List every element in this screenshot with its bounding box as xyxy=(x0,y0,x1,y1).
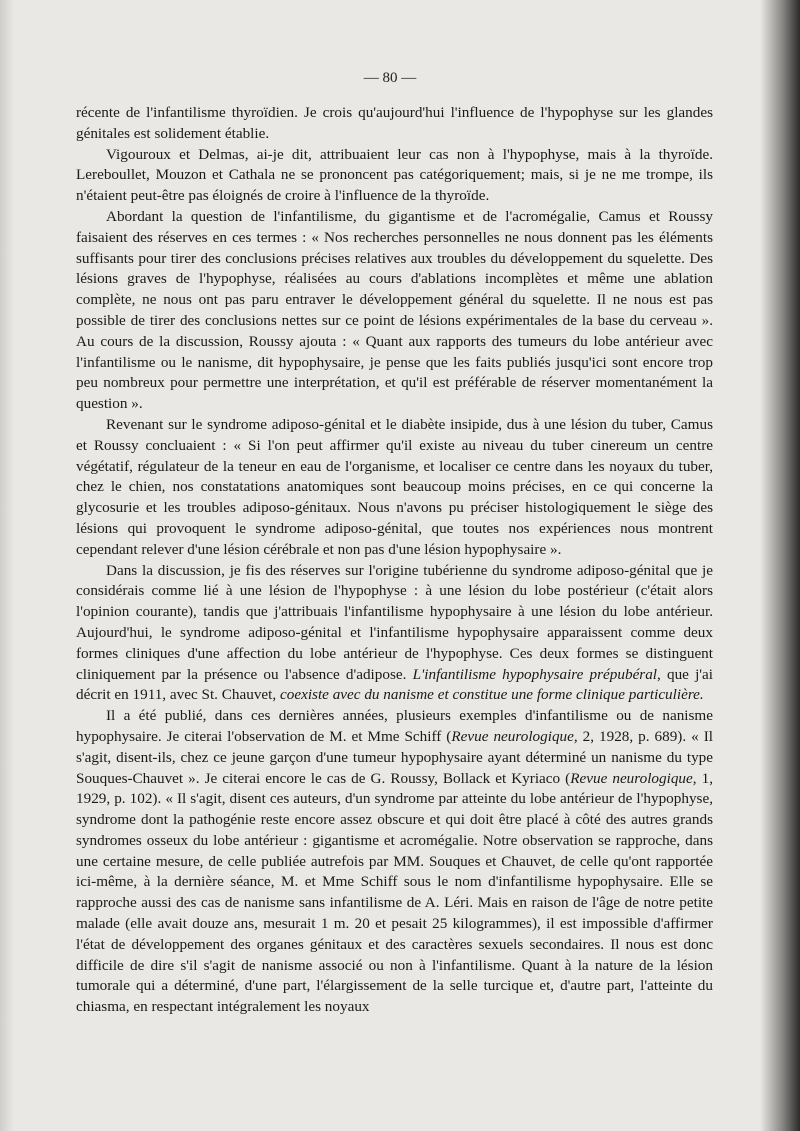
italic-text: L'infantilisme hypophysaire prépubéral xyxy=(412,665,658,683)
paragraph xyxy=(76,706,713,1018)
body-text xyxy=(76,103,713,1018)
page-number: — 80 — xyxy=(363,70,417,86)
text-run: Dans la discussion, je fis des réserves sur l'origine tubérienne du syndrome adiposo-génital que je considérais comme lié à une lésion de l'hypophyse : à une lésion du lobe postérieur (c'était alors l'opinion courante), tandis que j'attribuais l'infantilisme hypophysaire à une lésion du lobe antérieur. Aujourd'hui, le syndrome adiposo-génital et l'infantilisme hypophysaire apparaissent comme deux formes cliniques d'une affection du lobe antérieur de l'hypophyse. Ces deux formes se distinguent cliniquement par la présence ou l'absence d'adipose. xyxy=(76,561,713,683)
paragraph xyxy=(76,207,713,415)
text-run: Il a été publié, dans ces dernières années, plusieurs exemples d'infantilisme ou de nanisme hypophysaire. Je citerai l'observation de M. et Mme Schiff ( xyxy=(76,707,713,745)
italic-text: coexiste avec du nanisme et constitue une forme clinique particulière. xyxy=(280,686,704,704)
text-run: Revenant sur le syndrome adiposo-génital et le diabète insipide, dus à une lésion du tuber, Camus et Roussy concluaient : « Si l'on peut affirmer qu'il existe au niveau du tuber cinereum un centre végétatif, régulateur de la teneur en eau de l'organisme, et localiser ce centre dans les noyaux du tuber, chez le chien, nos constatations anatomiques sont beaucoup moins précises, en ce qui concerne la glycosurie et les troubles adiposo-génitaux. Nous n'avons pu préciser histologiquement le siège des lésions qui provoquent le syndrome adiposo-génital, que toutes nos expériences nous montrent cependant relever d'une lésion cérébrale et non pas d'une lésion hypophysaire ». xyxy=(76,415,713,558)
text-run: Abordant la question de l'infantilisme, du gigantisme et de l'acromégalie, Camus et Roussy faisaient des réserves en ces termes : « Nos recherches personnelles ne nous donnent pas les éléments suffisants pour tirer des conclusions précises relatives aux troubles du développement du squelette. Des lésions graves de l'hypophyse, réalisées au cours d'ablations incomplètes et même une ablation complète, ne nous ont pas paru entraver le développement général du squelette. Il ne nous est pas possible de tirer des conclusions nettes sur ce point de lésions expérimentales de la base du cerveau ». Au cours de la discussion, Roussy ajouta : « Quant aux rapports des tumeurs du lobe antérieur avec l'infantilisme ou le nanisme, dit hypophysaire, je pense que les faits publiés jusqu'ici sont encore trop peu nombreux pour permettre une interprétation, et qu'il est préférable de réserver momentanément la question ». xyxy=(76,207,713,413)
italic-text: Revue neurologique xyxy=(570,769,693,787)
text-run: Vigouroux et Delmas, ai-je dit, attribuaient leur cas non à l'hypophyse, mais à la thyroïde. Lereboullet, Mouzon et Cathala ne se prononcent pas catégoriquement; mais, si je ne me trompe, ils n'étaient peut-être pas éloignés de croire à l'influence de la thyroïde. xyxy=(76,145,713,205)
italic-text: Revue neurologique xyxy=(451,727,574,745)
paragraph xyxy=(76,561,713,707)
paragraph xyxy=(76,415,713,561)
text-run: , 2, 1928, p. 689). « Il s'agit, disent-ils, chez ce jeune garçon d'une tumeur hypophysaire ayant déterminé un nanisme du type Souques-Chauvet ». Je citerai encore le cas de G. Roussy, Bollack et Kyriaco ( xyxy=(76,727,713,787)
text-run: récente de l'infantilisme thyroïdien. Je crois qu'aujourd'hui l'influence de l'hypophyse sur les glandes génitales est solidement établie. xyxy=(76,104,713,142)
page-right-edge-shadow xyxy=(760,0,800,1131)
paragraph xyxy=(76,145,713,207)
paragraph xyxy=(76,103,713,145)
text-run: , 1, 1929, p. 102). « Il s'agit, disent ces auteurs, d'un syndrome par atteinte du lobe antérieur de l'hypophyse, syndrome dont la pathogénie reste encore assez obscure et qui doit être placé à côté des autres grands syndromes osseux du lobe antérieur : gigantisme et acromégalie. Notre observation se rapproche, dans une certaine mesure, de celle publiée autrefois par MM. Souques et Chauvet, de celle qu'ont rapportée ici-même, à la dernière séance, M. et Mme Schiff sous le nom d'infantilisme hypophysaire. Elle se rapproche aussi des cas de nanisme sans infantilisme de A. Léri. Mais en raison de l'âge de notre petite malade (elle avait douze ans, mesurait 1 m. 20 et pesait 25 kilogrammes), il est impossible d'affirmer l'état de développement des organes génitaux et des caractères sexuels secondaires. Il nous est donc difficile de dire s'il s'agit de nanisme associé ou non à l'infantilisme. Quant à la nature de la lésion tumorale qui a déterminé, d'une part, l'élargissement de la selle turcique et, d'autre part, l'atteinte du chiasma, en respectant intégralement les noyaux xyxy=(76,769,714,1016)
page-left-edge-shadow xyxy=(0,0,14,1131)
text-run: , que j'ai décrit en 1911, avec St. Chauvet, xyxy=(76,665,713,704)
